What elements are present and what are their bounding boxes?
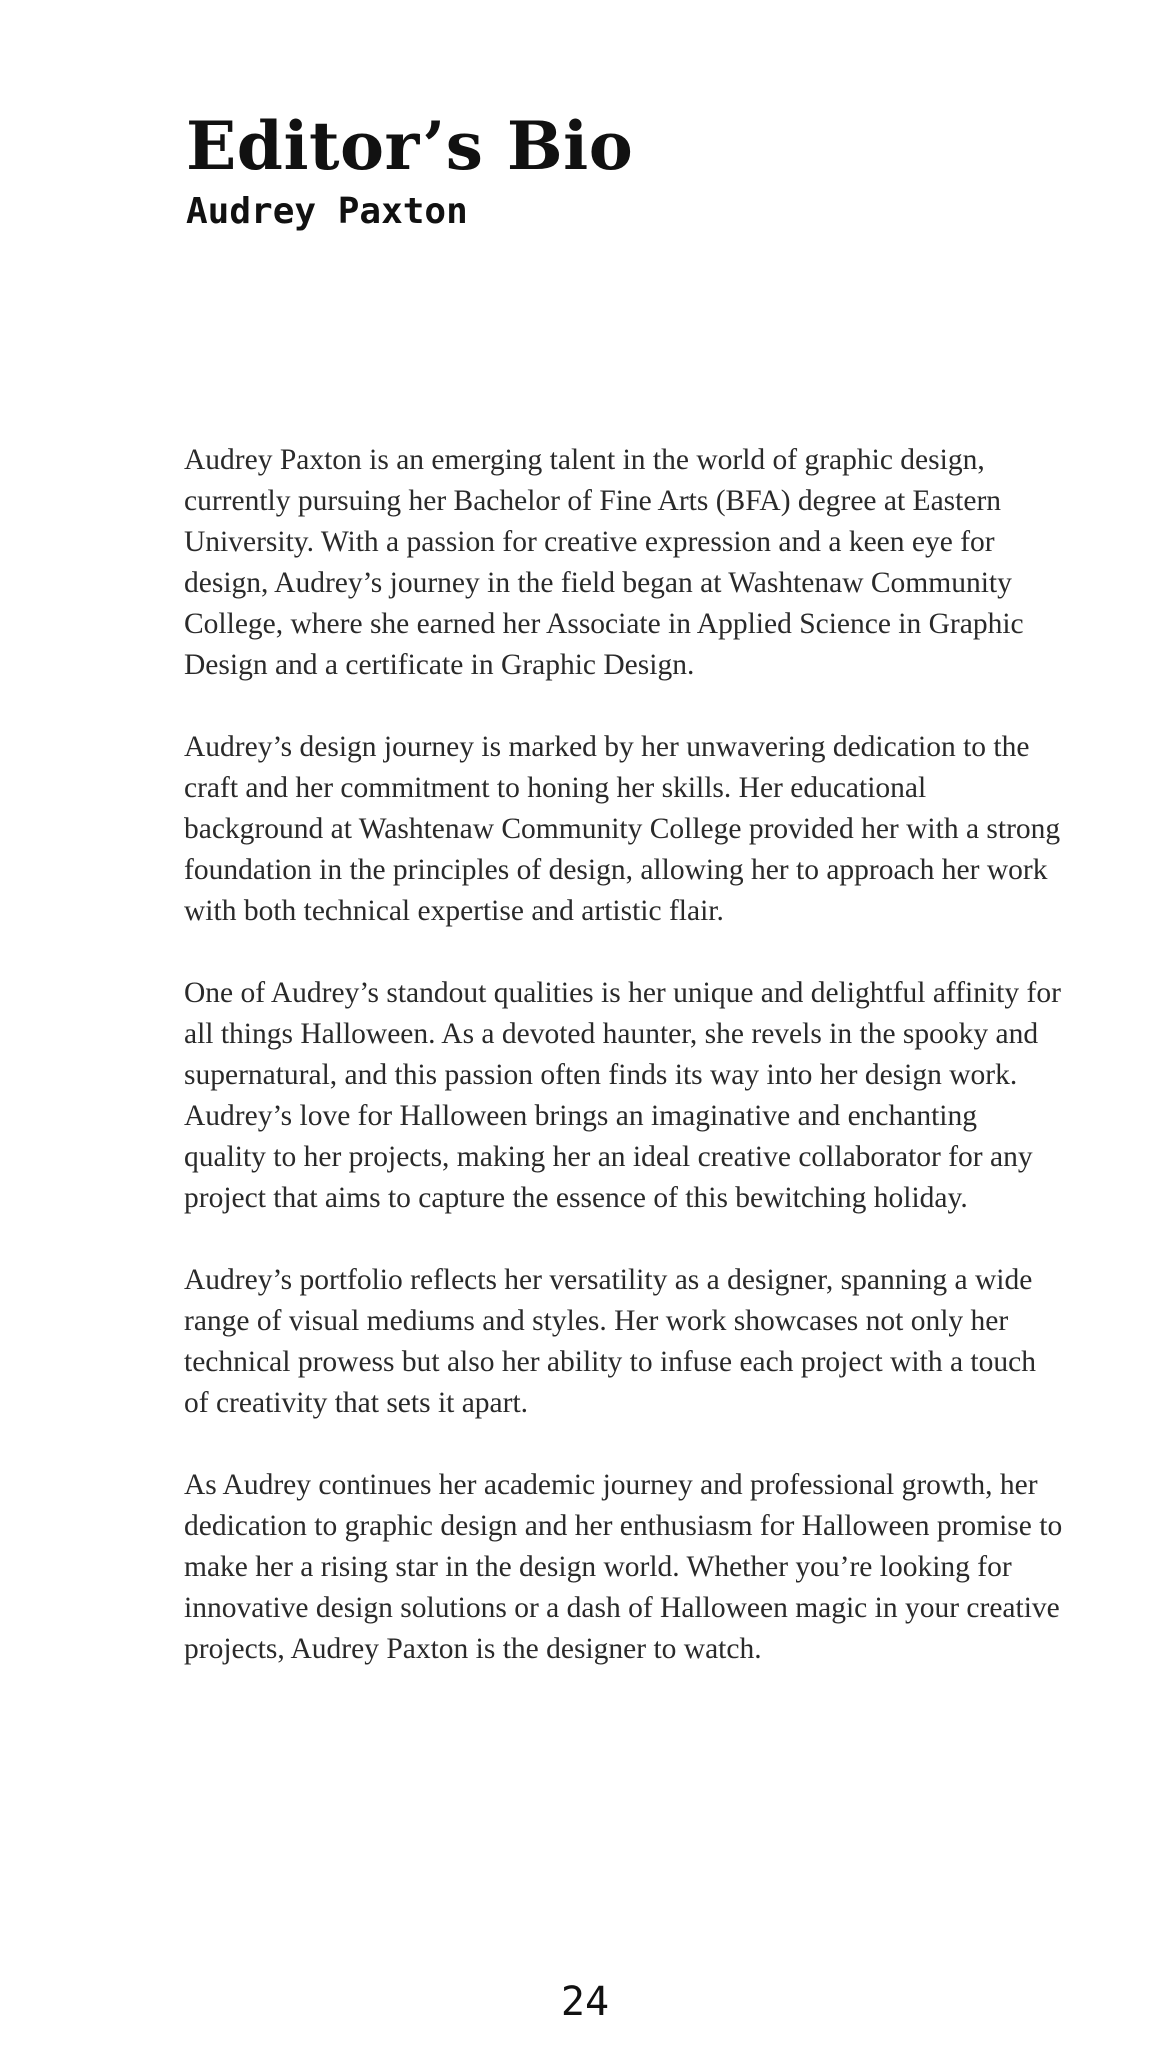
editor-name: Audrey Paxton [186, 191, 468, 232]
bio-paragraph: As Audrey continues her academic journey and professional growth, her dedication to graphic design and her enthusiasm for Halloween promise to make her a rising star in the design world. Whether you’re looking for innovative design solutions or a dash of Halloween magic in your creative projects, Audrey Paxton is the designer to watch. [184, 1469, 1063, 1665]
bio-body [184, 440, 1064, 1711]
page-title: Editor’s Bio [186, 107, 634, 185]
bio-paragraph: One of Audrey’s standout qualities is her unique and delightful affinity for all things Halloween. As a devoted haunter, she revels in the spooky and supernatural, and this passion often finds its way into her design work. Audrey’s love for Halloween brings an imaginative and enchanting quality to her projects, making her an ideal creative collaborator for any project that aims to capture the essence of this bewitching holiday. [184, 977, 1061, 1214]
bio-paragraph: Audrey Paxton is an emerging talent in the world of graphic design, currently pursuing her Bachelor of Fine Arts (BFA) degree at Eastern University. With a passion for creative expression and a keen eye for design, Audrey’s journey in the field began at Washtenaw Community College, where she earned her Associate in Applied Science in Graphic Design and a certificate in Graphic Design. [184, 444, 1024, 681]
page-number: 24 [560, 1979, 610, 2025]
bio-paragraph: Audrey’s portfolio reflects her versatility as a designer, spanning a wide range of visual mediums and styles. Her work showcases not only her technical prowess but also her ability to infuse each project with a touch of creativity that sets it apart. [184, 1264, 1036, 1419]
bio-paragraph: Audrey’s design journey is marked by her unwavering dedication to the craft and her commitment to honing her skills. Her educational background at Washtenaw Community College provided her with a strong foundation in the principles of design, allowing her to approach her work with both technical expertise and artistic flair. [184, 731, 1061, 927]
